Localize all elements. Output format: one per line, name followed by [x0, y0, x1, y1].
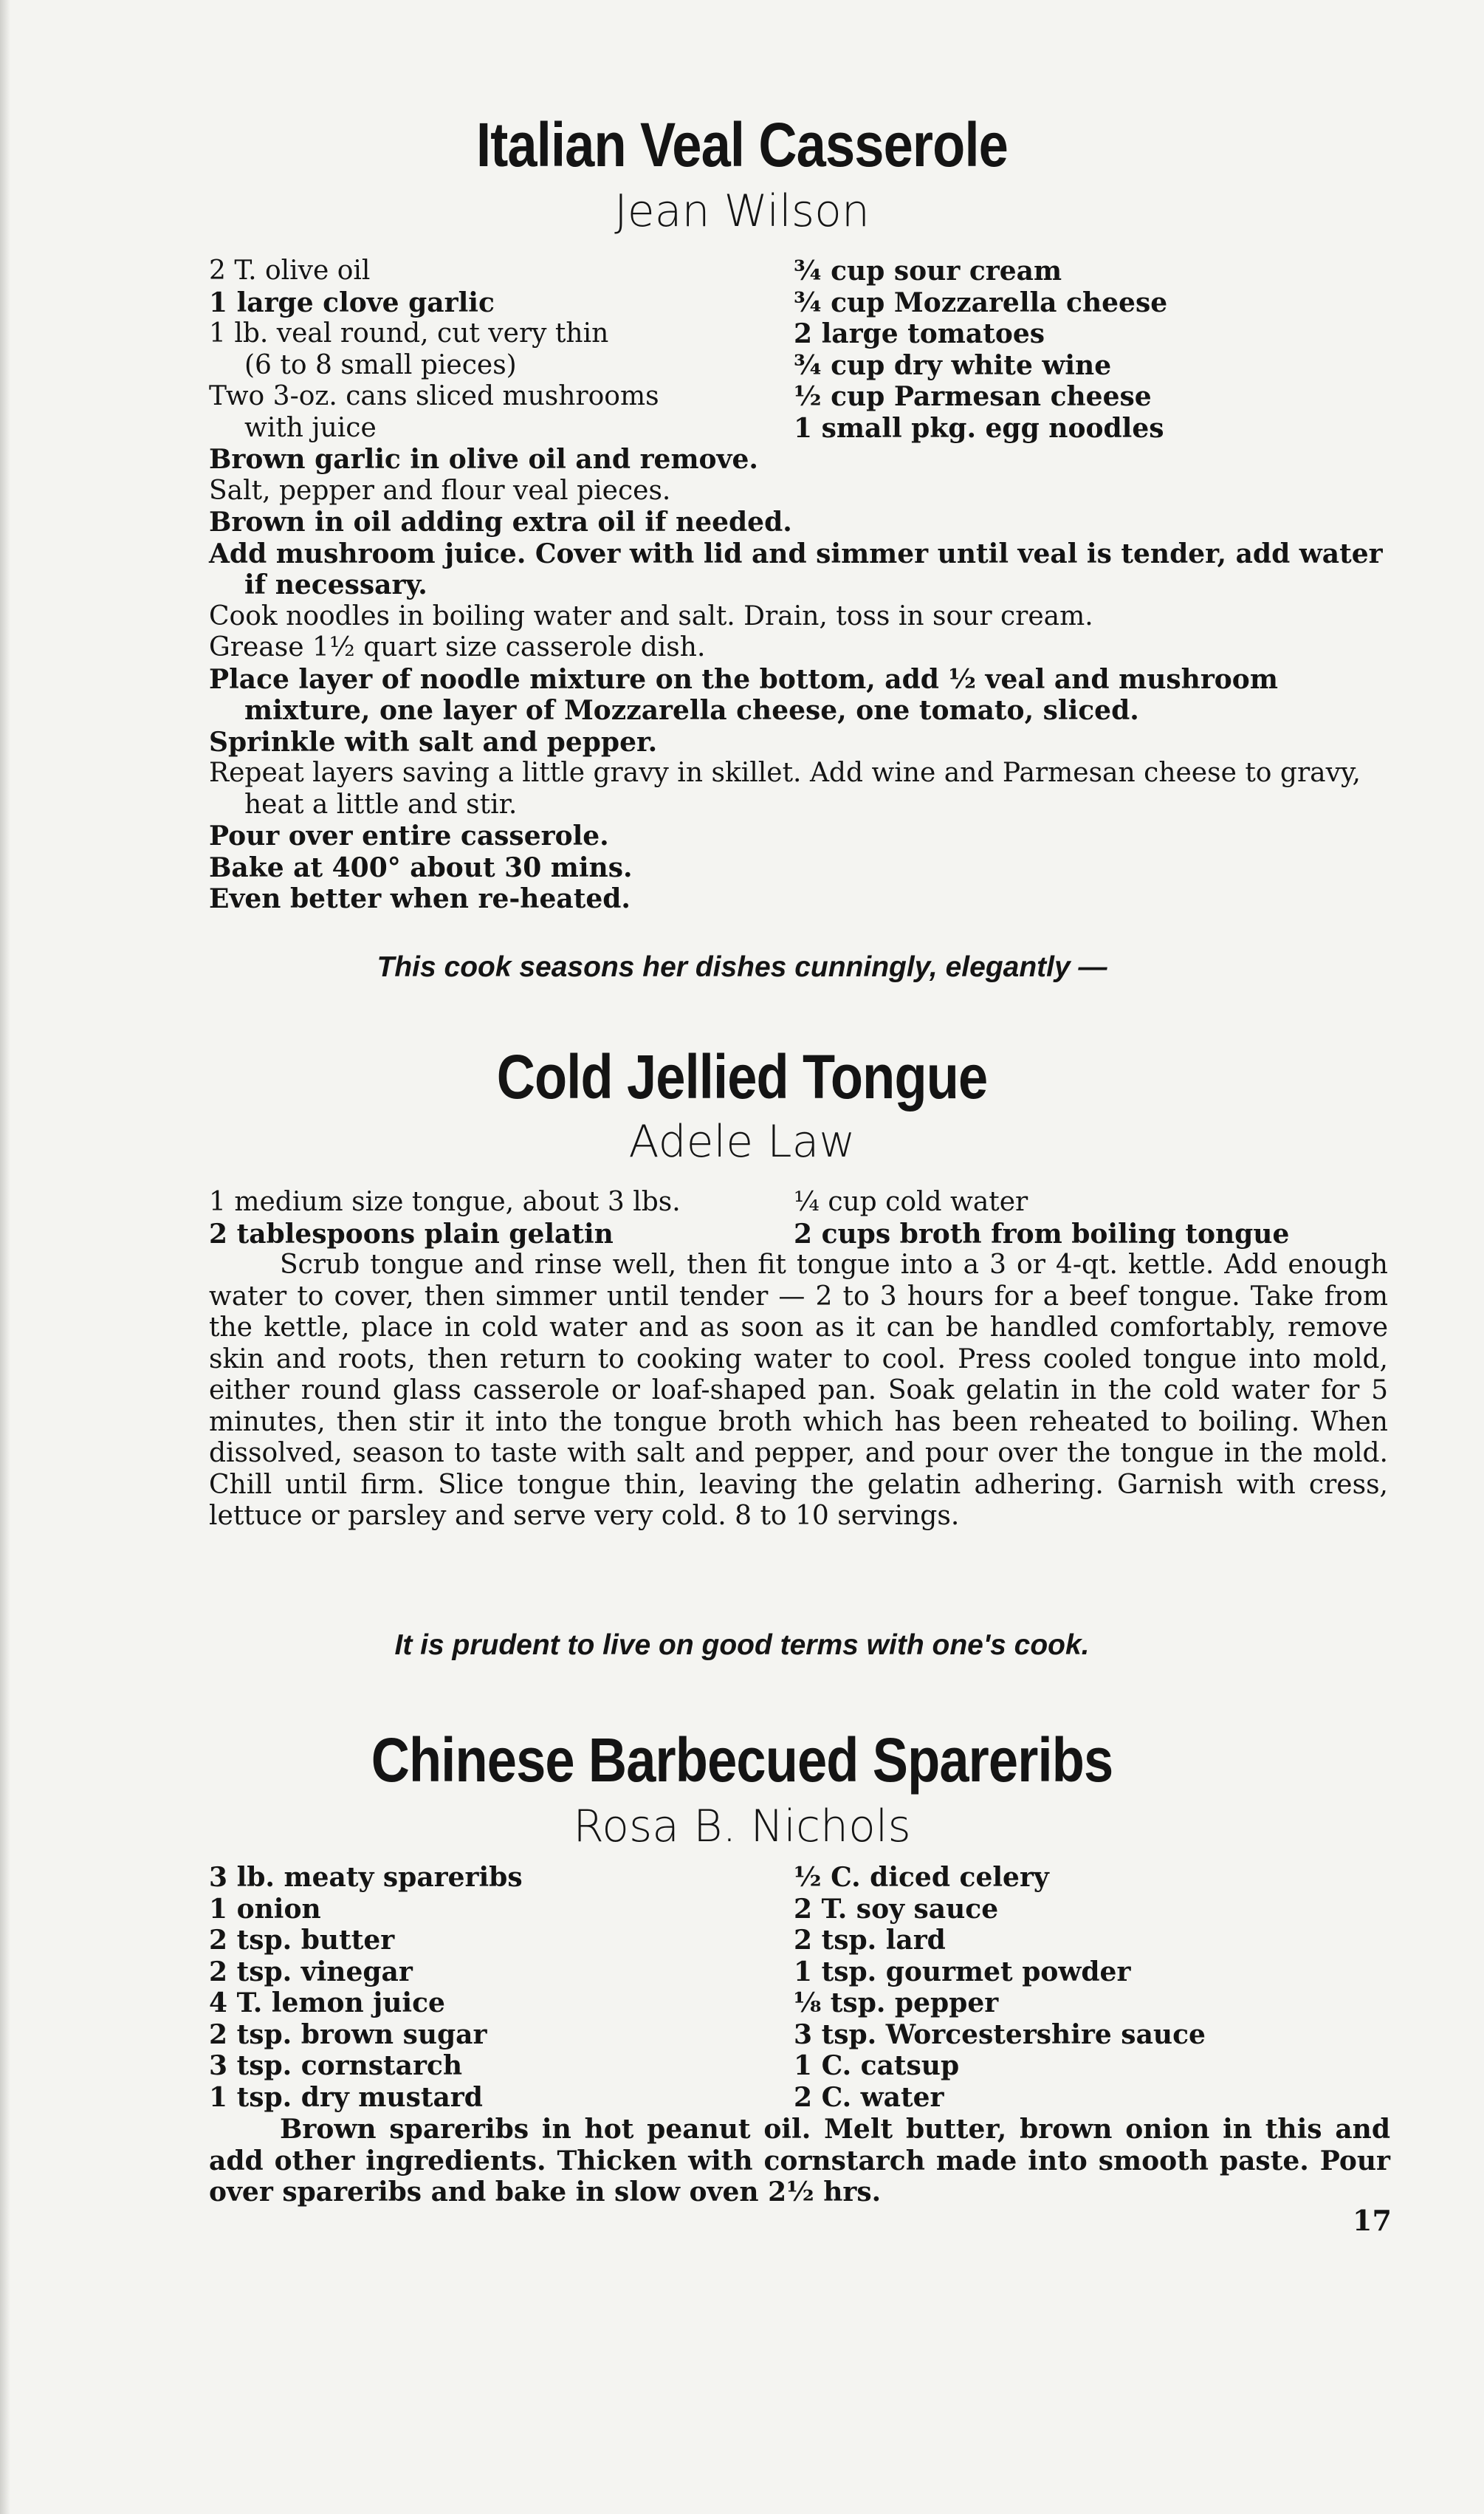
ingredient: 3 lb. meaty spareribs — [209, 1862, 523, 1893]
ingredient: 4 T. lemon juice — [209, 1987, 445, 2018]
ingredients-left — [209, 1862, 523, 2113]
direction-step: Cook noodles in boiling water and salt. Drain, toss in sour cream. — [209, 600, 1093, 631]
ingredient: 2 tsp. lard — [794, 1925, 946, 1956]
ingredient: 2 tsp. vinegar — [209, 1956, 413, 1987]
ingredients-right — [794, 1187, 1289, 1250]
directions: Brown spareribs in hot peanut oil. Melt butter, brown onion in this and add other ingredients. Thicken with cornstarch made into smooth paste. Pour over spareribs and bake in slow oven 2½ hrs. — [209, 2114, 1390, 2208]
ingredient: ½ cup Parmesan cheese — [794, 381, 1152, 412]
directions: Scrub tongue and rinse well, then fit tongue into a 3 or 4-qt. kettle. Add enough water to cover, then simmer until tender — 2 to 3 hours for a beef tongue. Take from the kettle, place in cold water and as soon as it can be handled comfortably, remove skin and roots, then return to cooking water to cool. Press cooled tongue into mold, either round glass casserole or loaf-shaped pan. Soak gelatin in the cold water for 5 minutes, then stir it into the tongue broth which has been reheated to boiling. When dissolved, season to taste with salt and pepper, and pour over the tongue in the mold. Chill until firm. Slice tongue thin, leaving the gelatin adhering. Garnish with cress, lettuce or parsley and serve very cold. 8 to 10 servings. — [209, 1250, 1388, 1531]
recipe-title: Cold Jellied Tongue — [496, 1042, 988, 1112]
recipe-title: Chinese Barbecued Spareribs — [371, 1725, 1113, 1795]
ingredient: ¾ cup Mozzarella cheese — [794, 287, 1168, 318]
ingredient: 1 medium size tongue, about 3 lbs. — [209, 1187, 681, 1217]
ingredient: 1 onion — [209, 1893, 321, 1925]
direction-step: Add mushroom juice. Cover with lid and simmer until veal is tender, add water if necessary. — [209, 538, 1383, 600]
direction-step: Salt, pepper and flour veal pieces. — [209, 475, 671, 506]
recipe-quote: It is prudent to live on good terms with one's cook. — [394, 1629, 1090, 1661]
ingredient: 2 tsp. butter — [209, 1925, 395, 1956]
direction-step: Grease 1½ quart size casserole dish. — [209, 632, 706, 662]
page-number: 17 — [1353, 2204, 1392, 2237]
ingredient: ¾ cup dry white wine — [794, 349, 1112, 381]
ingredient: ⅛ tsp. pepper — [794, 1987, 999, 2018]
direction-step: Brown garlic in olive oil and remove. — [209, 444, 758, 475]
ingredient: 2 C. water — [794, 2081, 944, 2113]
ingredient: 1 lb. veal round, cut very thin — [209, 318, 609, 349]
recipe-author: Jean Wilson — [614, 185, 870, 237]
ingredient: 2 T. soy sauce — [794, 1893, 999, 1925]
ingredient: 1 small pkg. egg noodles — [794, 412, 1164, 444]
ingredient: 1 C. catsup — [794, 2050, 960, 2081]
ingredient: 3 tsp. Worcestershire sauce — [794, 2018, 1206, 2050]
direction-step: Pour over entire casserole. — [209, 821, 609, 852]
ingredient: 2 T. olive oil — [209, 256, 371, 286]
recipe-author: Rosa B. Nichols — [573, 1801, 911, 1852]
direction-step: Even better when re-heated. — [209, 883, 631, 914]
page-edge — [0, 0, 10, 2514]
direction-step: Brown in oil adding extra oil if needed. — [209, 507, 792, 538]
ingredients-left — [209, 256, 659, 444]
ingredient: 3 tsp. cornstarch — [209, 2050, 463, 2081]
direction-step: Repeat layers saving a little gravy in skillet. Add wine and Parmesan cheese to gravy, heat a little and stir. — [209, 758, 1361, 820]
recipe-title: Italian Veal Casserole — [476, 110, 1008, 179]
ingredient: Two 3-oz. cans sliced mushrooms — [209, 381, 659, 411]
ingredient: 2 large tomatoes — [794, 318, 1045, 349]
ingredient: 2 cups broth from boiling tongue — [794, 1218, 1290, 1250]
ingredients-right — [794, 256, 1167, 444]
ingredient: 1 tsp. gourmet powder — [794, 1956, 1131, 1987]
ingredient: 2 tsp. brown sugar — [209, 2018, 487, 2050]
direction-step: Place layer of noodle mixture on the bottom, add ½ veal and mushroom mixture, one layer of Mozzarella cheese, one tomato, sliced. — [209, 663, 1278, 726]
ingredient: ¾ cup sour cream — [794, 256, 1062, 287]
ingredient: ¼ cup cold water — [794, 1187, 1028, 1217]
directions — [209, 444, 1388, 915]
ingredient: with juice — [244, 412, 377, 443]
ingredient: (6 to 8 small pieces) — [244, 349, 517, 380]
direction-step: Sprinkle with salt and pepper. — [209, 726, 658, 758]
ingredients-right — [794, 1862, 1206, 2113]
ingredient: 1 large clove garlic — [209, 287, 495, 318]
recipe-quote: This cook seasons her dishes cunningly, elegantly — — [377, 951, 1107, 983]
ingredient: 1 tsp. dry mustard — [209, 2081, 483, 2113]
direction-step: Bake at 400° about 30 mins. — [209, 852, 633, 883]
ingredient: 2 tablespoons plain gelatin — [209, 1218, 614, 1250]
ingredient: ½ C. diced celery — [794, 1862, 1049, 1893]
ingredients-left — [209, 1187, 681, 1250]
recipe-author: Adele Law — [628, 1116, 856, 1168]
